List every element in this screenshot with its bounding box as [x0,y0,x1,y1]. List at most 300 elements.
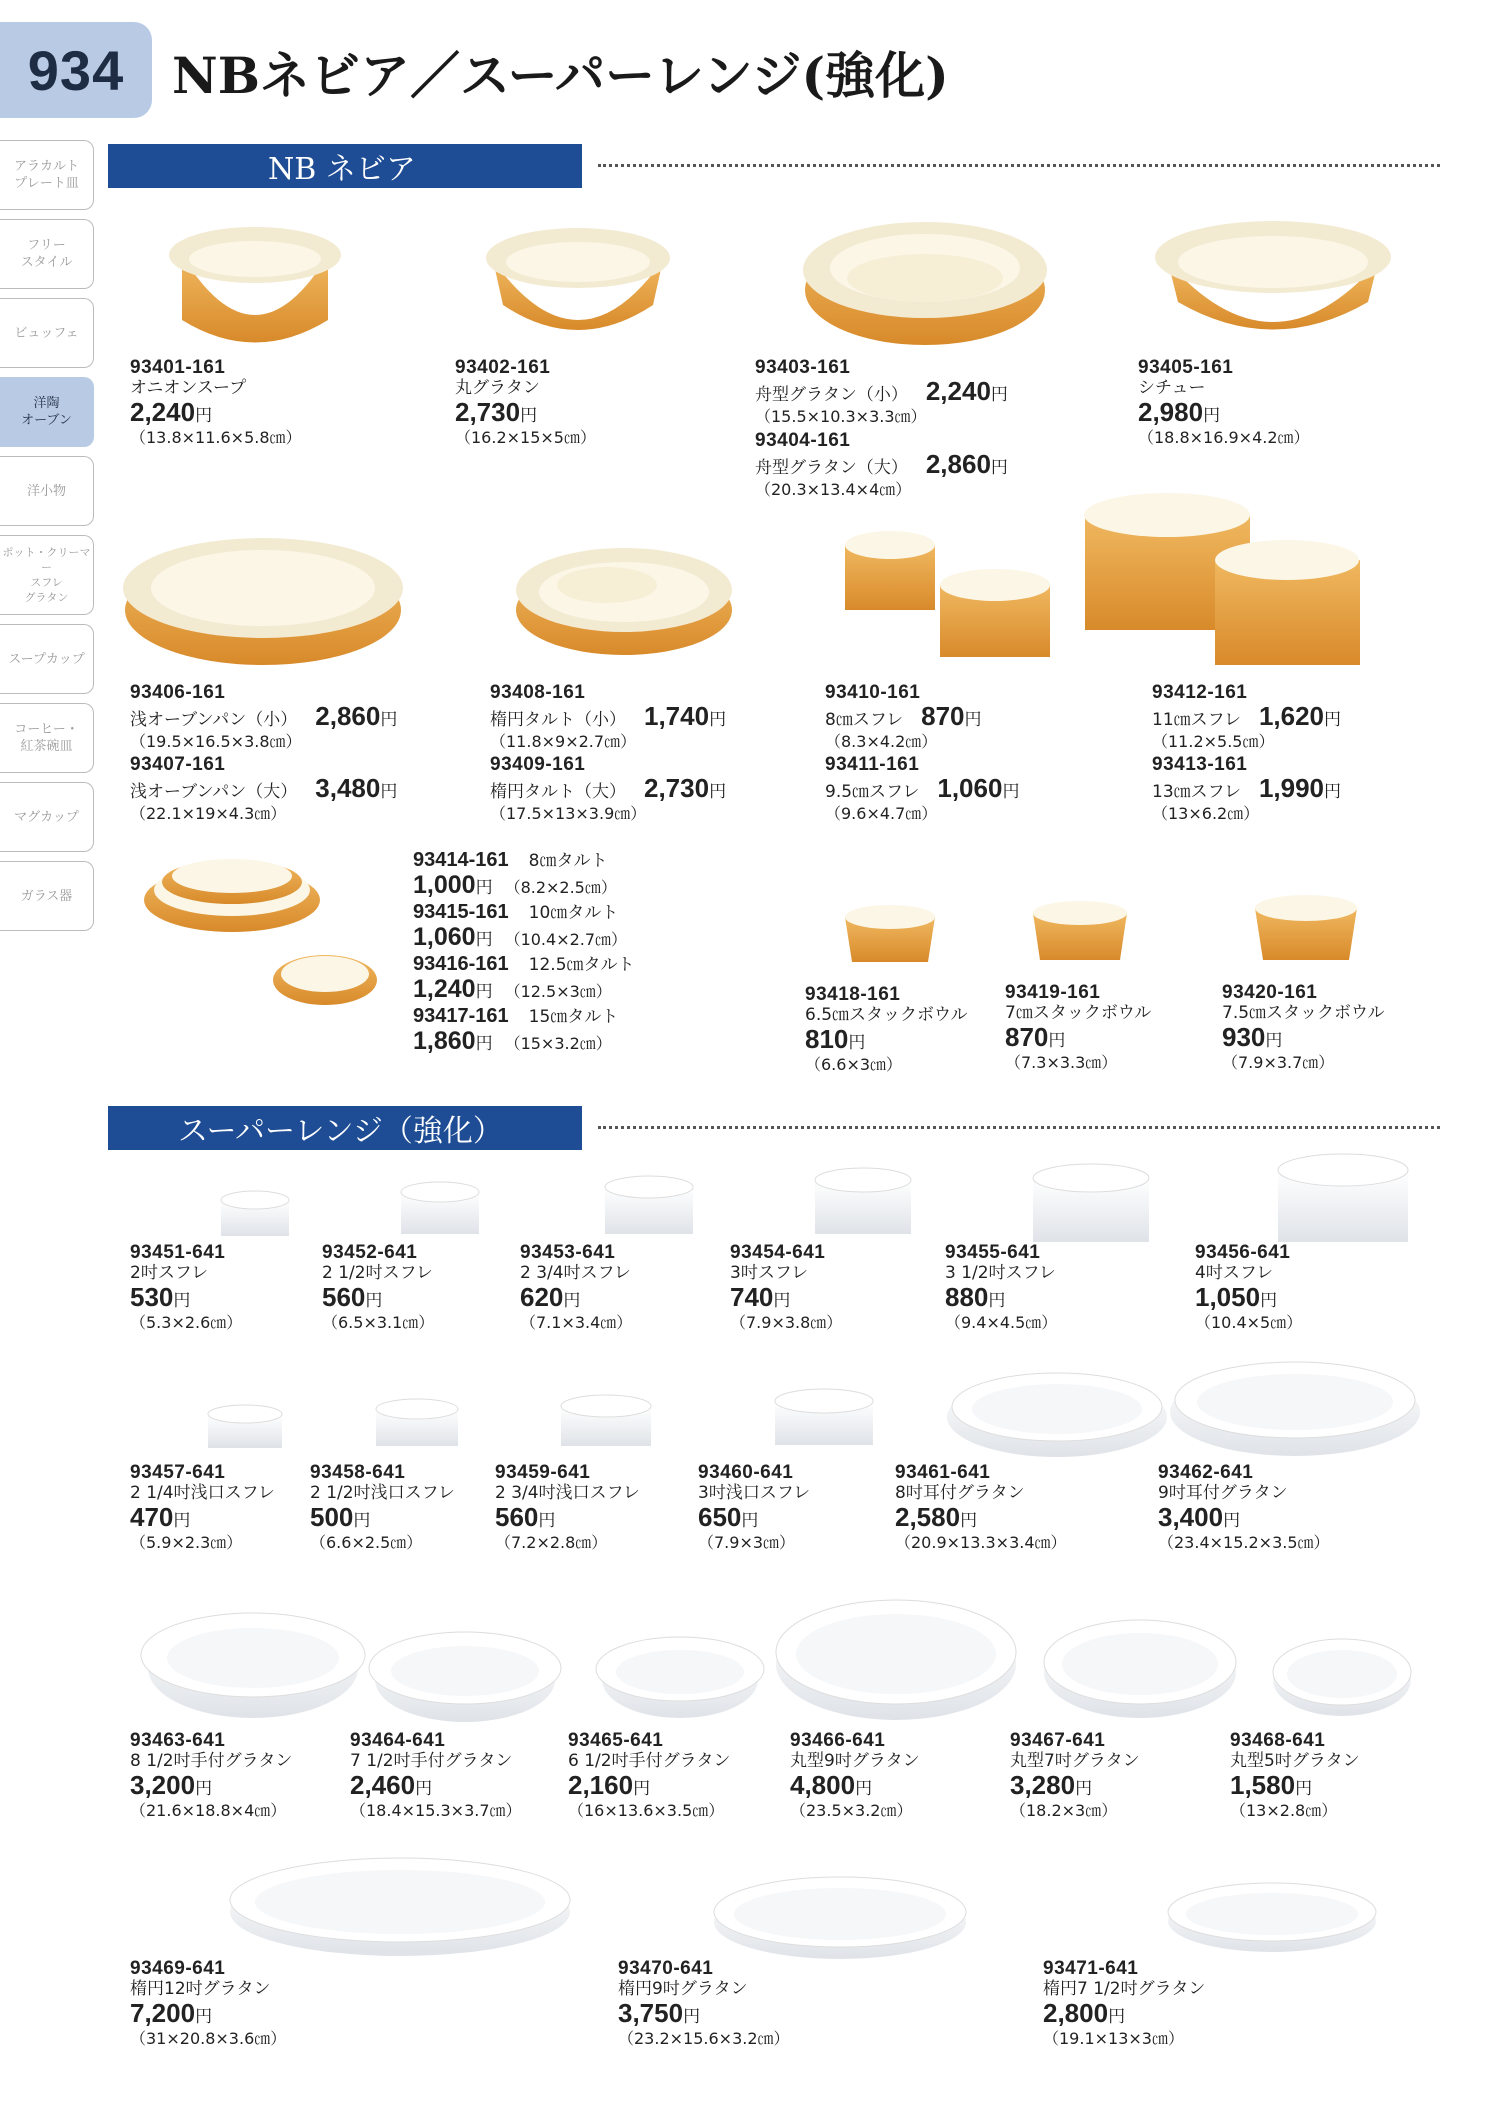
product-price: 1,580 [1230,1770,1296,1800]
product-size: （11.2×5.5㎝） [1152,732,1275,751]
product-code: 93458-641 [310,1462,406,1483]
product-size: （17.5×13×3.9㎝） [490,804,647,823]
product-93417 [413,1004,635,1029]
product-93454 [730,1242,842,1333]
product-code: 93405-161 [1138,357,1234,378]
shallow-oven-pan-image [118,518,408,678]
product-name: 丸型5吋グラタン [1230,1751,1360,1771]
product-size: （5.9×2.3㎝） [130,1533,243,1552]
section-divider [598,1126,1440,1129]
product-93406 [130,682,397,752]
product-name: 楕円タルト（大） [490,782,626,802]
product-size: （23.5×3.2㎝） [790,1801,913,1820]
product-code: 93417-161 [413,1005,509,1027]
product-93411 [825,754,1019,824]
product-code: 93456-641 [1195,1242,1291,1263]
section-header-super-range: スーパーレンジ（強化） [108,1106,582,1150]
product-price: 1,000 [413,871,476,899]
white-souffle-image [218,1188,292,1240]
product-price: 560 [495,1502,539,1532]
product-93452 [322,1242,434,1333]
product-93465 [568,1730,730,1821]
yen-label: 円 [475,982,493,1002]
product-price: 2,860 [315,701,381,731]
product-price: 1,860 [413,1027,476,1055]
product-price: 740 [730,1282,774,1312]
yen-label: 円 [415,1779,433,1799]
onion-soup-bowl-image [160,225,350,353]
product-93460 [698,1462,810,1553]
yen-label: 円 [1002,782,1020,802]
product-code: 93414-161 [413,849,509,871]
product-size: （7.2×2.8㎝） [495,1533,608,1552]
product-code: 93420-161 [1222,982,1318,1003]
product-price: 4,800 [790,1770,856,1800]
product-size: （8.3×4.2㎝） [825,732,938,751]
product-code: 93467-641 [1010,1730,1106,1751]
product-code: 93407-161 [130,754,226,775]
product-name: 楕円7 1/2吋グラタン [1043,1979,1206,1999]
product-code: 93452-641 [322,1242,418,1263]
yen-label: 円 [988,1291,1006,1311]
product-93458 [310,1462,455,1553]
yen-label: 円 [848,1033,866,1053]
product-93407 [130,754,397,824]
product-code: 93468-641 [1230,1730,1326,1751]
stack-bowl-image [840,902,940,972]
product-93451 [130,1242,242,1333]
product-93405 [1138,357,1310,448]
product-price: 1,740 [644,701,710,731]
product-93462 [1158,1462,1330,1553]
white-souffle-image [1275,1150,1411,1246]
page-number: 934 [0,22,152,118]
yen-label: 円 [1324,710,1342,730]
product-name: 3 1/2吋スフレ [945,1263,1056,1283]
yen-label: 円 [709,710,727,730]
product-name: 6 1/2吋手付グラタン [568,1751,731,1771]
product-code: 93471-641 [1043,1958,1139,1979]
product-size: （9.6×4.7㎝） [825,804,938,823]
product-name: 9吋耳付グラタン [1158,1483,1288,1503]
product-code: 93411-161 [825,754,920,775]
product-93401 [130,357,302,448]
product-code: 93460-641 [698,1462,794,1483]
white-souffle-image [398,1178,482,1238]
yen-label: 円 [195,1779,213,1799]
product-code: 93404-161 [755,430,851,451]
product-size: （7.1×3.4㎝） [520,1313,633,1332]
product-price: 7,200 [130,1998,196,2028]
product-code: 93413-161 [1152,754,1248,775]
product-size: （6.6×3㎝） [805,1055,903,1074]
product-size: （5.3×2.6㎝） [130,1313,243,1332]
side-tab-glass[interactable]: ガラス器 [0,861,94,931]
product-size: （7.9×3.8㎝） [730,1313,843,1332]
product-name: 3吋スフレ [730,1263,809,1283]
product-93464 [350,1730,522,1821]
product-93418 [805,984,968,1075]
product-name: 7.5㎝スタックボウル [1222,1003,1385,1023]
yen-label: 円 [683,2007,701,2027]
product-price: 2,240 [130,397,196,427]
product-93410 [825,682,982,752]
product-code: 93465-641 [568,1730,664,1751]
side-tab-a-la-carte[interactable]: アラカルト プレート皿 [0,140,94,210]
yen-label: 円 [741,1511,759,1531]
product-93463 [130,1730,292,1821]
yen-label: 円 [960,1511,978,1531]
product-93456 [1195,1242,1302,1333]
product-name: 12.5㎝タルト [528,955,635,975]
yen-label: 円 [380,782,398,802]
product-name: 13㎝スフレ [1152,782,1241,802]
white-round-gratin-image [1040,1610,1240,1722]
product-price: 2,800 [1043,1998,1109,2028]
product-size: （6.6×2.5㎝） [310,1533,423,1552]
yen-label: 円 [1223,1511,1241,1531]
product-93414 [413,848,635,873]
product-93404 [755,430,1008,500]
product-price: 1,060 [937,773,1003,803]
product-code: 93461-641 [895,1462,991,1483]
product-code: 93459-641 [495,1462,591,1483]
product-name: 4吋スフレ [1195,1263,1274,1283]
product-name: 2 1/2吋スフレ [322,1263,433,1283]
product-code: 93451-641 [130,1242,226,1263]
white-handled-gratin-image [365,1620,565,1728]
yen-label: 円 [990,458,1008,478]
product-size: （13×6.2㎝） [1152,804,1260,823]
nb-souffle-image [840,525,1060,675]
product-name: 7 1/2吋手付グラタン [350,1751,513,1771]
product-size: （10.4×5㎝） [1195,1313,1303,1332]
product-93416 [413,952,635,977]
side-tab-coffee[interactable]: コーヒー・ 紅茶碗皿 [0,703,94,773]
product-name: 2 1/2吋浅口スフレ [310,1483,455,1503]
product-name: 舟型グラタン（小） [755,385,908,405]
product-price: 560 [322,1282,366,1312]
product-price: 3,750 [618,1998,684,2028]
yen-label: 円 [365,1291,383,1311]
product-93402 [455,357,596,448]
product-name: オニオンスープ [130,378,247,398]
product-93413 [1152,754,1341,824]
white-handled-gratin-image [592,1625,768,1723]
yen-label: 円 [855,1779,873,1799]
stack-bowl-image [1028,898,1132,970]
product-93461 [895,1462,1067,1553]
product-code: 93403-161 [755,357,851,378]
product-93408 [490,682,726,752]
white-souffle-image [602,1172,696,1238]
product-price: 620 [520,1282,564,1312]
product-size: （10.4×2.7㎝） [504,930,628,949]
product-93468 [1230,1730,1360,1821]
yen-label: 円 [563,1291,581,1311]
product-93466 [790,1730,920,1821]
product-name: 11㎝スフレ [1152,710,1241,730]
product-code: 93415-161 [413,901,509,923]
product-size: （18.8×16.9×4.2㎝） [1138,428,1310,447]
product-price: 1,050 [1195,1282,1261,1312]
product-price: 880 [945,1282,989,1312]
product-size: （7.9×3.7㎝） [1222,1053,1335,1072]
side-tab-mug[interactable]: マグカップ [0,782,94,852]
product-name: 10㎝タルト [528,903,619,923]
white-eared-gratin-image [942,1365,1172,1460]
product-code: 93464-641 [350,1730,446,1751]
product-93453 [520,1242,632,1333]
product-size: （18.4×15.3×3.7㎝） [350,1801,522,1820]
product-93409 [490,754,726,824]
section-divider [598,164,1440,167]
tart-dish-set-image [140,850,380,1020]
product-price: 3,200 [130,1770,196,1800]
yen-label: 円 [538,1511,556,1531]
product-size: （19.1×13×3㎝） [1043,2029,1184,2048]
product-code: 93454-641 [730,1242,826,1263]
product-price: 930 [1222,1022,1266,1052]
section-header-nb: NB ネビア [108,144,582,188]
product-size: （23.2×15.6×3.2㎝） [618,2029,790,2048]
product-93469 [130,1958,286,2049]
side-tab-souffle[interactable]: ポット・クリーマー スフレ グラタン [0,535,94,615]
product-price: 870 [921,701,965,731]
product-size: （9.4×4.5㎝） [945,1313,1058,1332]
product-code: 93455-641 [945,1242,1041,1263]
yen-label: 円 [520,406,538,426]
page-title: NBネビア／スーパーレンジ(強化) [172,46,949,105]
side-tab-buffet[interactable]: ビュッフェ [0,298,94,368]
product-code: 93406-161 [130,682,226,703]
product-price: 3,400 [1158,1502,1224,1532]
product-size: （16×13.6×3.5㎝） [568,1801,725,1820]
product-code: 93453-641 [520,1242,616,1263]
yen-label: 円 [1075,1779,1093,1799]
product-name: 丸型9吋グラタン [790,1751,920,1771]
white-shallow-souffle-image [772,1386,876,1450]
product-price: 530 [130,1282,174,1312]
product-name: 6.5㎝スタックボウル [805,1005,968,1025]
tart-price-list [413,848,635,1056]
product-price: 1,060 [413,923,476,951]
product-93467 [1010,1730,1140,1821]
product-name: 9.5㎝スフレ [825,782,920,802]
product-price: 2,240 [925,376,991,406]
round-gratin-image [478,220,678,350]
product-price: 1,620 [1258,701,1325,731]
yen-label: 円 [1048,1031,1066,1051]
product-name: 楕円9吋グラタン [618,1979,748,1999]
product-size: （13×2.8㎝） [1230,1801,1338,1820]
product-name: 楕円タルト（小） [490,710,626,730]
product-price: 3,480 [315,773,381,803]
product-size: （11.8×9×2.7㎝） [490,732,637,751]
product-code: 93462-641 [1158,1462,1254,1483]
white-shallow-souffle-image [373,1396,461,1450]
yen-label: 円 [1260,1291,1278,1311]
product-93415 [413,900,635,925]
white-oval-gratin-image [1165,1875,1379,1955]
product-code: 93416-161 [413,953,509,975]
yen-label: 円 [633,1779,651,1799]
stack-bowl-image [1250,892,1362,970]
product-price: 1,990 [1258,773,1325,803]
side-tab-small-items[interactable]: 洋小物 [0,456,94,526]
product-size: （13.8×11.6×5.8㎝） [130,428,302,447]
yen-label: 円 [475,930,493,950]
white-round-gratin-image [772,1590,1020,1724]
product-93457 [130,1462,275,1553]
yen-label: 円 [1295,1779,1313,1799]
product-code: 93419-161 [1005,982,1101,1003]
product-price: 810 [805,1024,849,1054]
side-tab-soup-cup[interactable]: スープカップ [0,624,94,694]
yen-label: 円 [195,406,213,426]
product-name: 3吋浅口スフレ [698,1483,811,1503]
product-code: 93457-641 [130,1462,226,1483]
white-souffle-image [1030,1160,1152,1246]
product-name: 8㎝タルト [528,851,608,871]
product-93414-price-row [413,873,635,900]
product-price: 500 [310,1502,354,1532]
product-price: 2,730 [455,397,521,427]
boat-gratin-image [795,200,1055,350]
product-size: （20.9×13.3×3.4㎝） [895,1533,1067,1552]
yen-label: 円 [380,710,398,730]
product-size: （6.5×3.1㎝） [322,1313,435,1332]
product-name: 8吋耳付グラタン [895,1483,1025,1503]
white-oval-gratin-image [710,1870,970,1962]
product-code: 93402-161 [455,357,551,378]
product-name: シチュー [1138,378,1206,398]
white-shallow-souffle-image [205,1402,285,1452]
yen-label: 円 [990,385,1008,405]
product-code: 93408-161 [490,682,586,703]
yen-label: 円 [709,782,727,802]
product-name: 舟型グラタン（大） [755,458,908,478]
nb-souffle-large-image [1080,490,1365,675]
product-code: 93470-641 [618,1958,714,1979]
product-name: 浅オーブンパン（小） [130,710,298,730]
product-93471 [1043,1958,1205,2049]
product-name: 15㎝タルト [528,1007,619,1027]
yen-label: 円 [1265,1031,1283,1051]
product-size: （21.6×18.8×4㎝） [130,1801,287,1820]
product-name: 8 1/2吋手付グラタン [130,1751,293,1771]
product-93417-price-row [413,1029,635,1056]
white-oval-gratin-image [225,1850,575,1960]
yen-label: 円 [1324,782,1342,802]
yen-label: 円 [353,1511,371,1531]
product-name: 丸グラタン [455,378,540,398]
product-93420 [1222,982,1385,1073]
yen-label: 円 [173,1511,191,1531]
white-shallow-souffle-image [558,1392,654,1450]
product-93470 [618,1958,790,2049]
product-price: 470 [130,1502,174,1532]
product-93455 [945,1242,1057,1333]
white-eared-gratin-image [1165,1352,1425,1460]
yen-label: 円 [195,2007,213,2027]
product-size: （16.2×15×5㎝） [455,428,596,447]
white-souffle-image [812,1164,914,1238]
product-size: （31×20.8×3.6㎝） [130,2029,287,2048]
product-size: （23.4×15.2×3.5㎝） [1158,1533,1330,1552]
product-code: 93463-641 [130,1730,226,1751]
product-name: 2 1/4吋浅口スフレ [130,1483,275,1503]
oval-tart-image [512,530,737,660]
yen-label: 円 [773,1291,791,1311]
white-handled-gratin-image [136,1600,370,1726]
product-price: 2,160 [568,1770,634,1800]
product-93459 [495,1462,640,1553]
product-size: （8.2×2.5㎝） [504,878,617,897]
product-price: 650 [698,1502,742,1532]
product-size: （20.3×13.4×4㎝） [755,480,912,499]
product-code: 93409-161 [490,754,586,775]
product-code: 93401-161 [130,357,226,378]
yen-label: 円 [475,1034,493,1054]
product-size: （15.5×10.3×3.3㎝） [755,407,927,426]
product-size: （15×3.2㎝） [504,1034,612,1053]
yen-label: 円 [1108,2007,1126,2027]
product-code: 93469-641 [130,1958,226,1979]
yen-label: 円 [1203,406,1221,426]
product-price: 2,860 [925,449,991,479]
side-tab-free-style[interactable]: フリー スタイル [0,219,94,289]
yen-label: 円 [173,1291,191,1311]
product-size: （22.1×19×4.3㎝） [130,804,287,823]
product-code: 93410-161 [825,682,921,703]
product-93419 [1005,982,1151,1073]
product-size: （19.5×16.5×3.8㎝） [130,732,302,751]
product-size: （12.5×3㎝） [504,982,612,1001]
product-name: 2吋スフレ [130,1263,209,1283]
product-size: （7.3×3.3㎝） [1005,1053,1118,1072]
product-price: 2,580 [895,1502,961,1532]
stew-dish-image [1148,212,1398,352]
product-93412 [1152,682,1341,752]
product-size: （7.9×3㎝） [698,1533,796,1552]
product-price: 3,280 [1010,1770,1076,1800]
product-name: 2 3/4吋浅口スフレ [495,1483,640,1503]
product-price: 2,980 [1138,397,1204,427]
product-93416-price-row [413,977,635,1004]
product-name: 8㎝スフレ [825,710,904,730]
product-name: 丸型7吋グラタン [1010,1751,1140,1771]
yen-label: 円 [475,878,493,898]
white-round-gratin-image [1270,1630,1414,1720]
product-code: 93466-641 [790,1730,886,1751]
product-93403 [755,357,1008,427]
product-name: 7㎝スタックボウル [1005,1003,1152,1023]
yen-label: 円 [964,710,982,730]
product-code: 93412-161 [1152,682,1248,703]
product-price: 1,240 [413,975,476,1003]
product-name: 楕円12吋グラタン [130,1979,271,1999]
product-name: 2 3/4吋スフレ [520,1263,631,1283]
product-size: （18.2×3㎝） [1010,1801,1118,1820]
product-code: 93418-161 [805,984,901,1005]
side-tab-oven[interactable]: 洋陶 オーブン [0,377,94,447]
product-price: 2,730 [644,773,710,803]
product-price: 2,460 [350,1770,416,1800]
product-name: 浅オーブンパン（大） [130,782,298,802]
product-price: 870 [1005,1022,1049,1052]
product-93415-price-row [413,925,635,952]
